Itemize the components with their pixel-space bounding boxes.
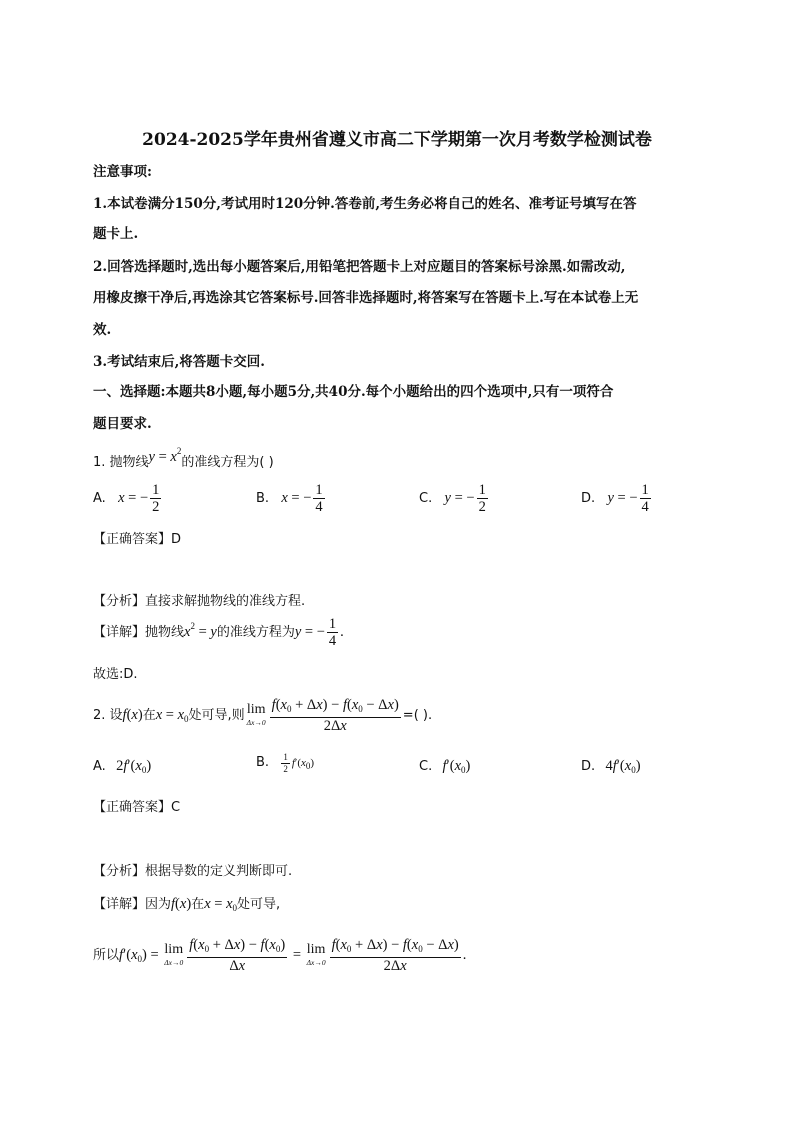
q1-prefix: 1. 抛物线 (93, 455, 149, 470)
q2-derivation: 所以$f'(x_0)$ = lim Δx→0 $\frac{f(x_0 + \Delta x) - f(x_0)}{\Delta x}$ = lim Δx→0 $\frac{f(x_0 + \Delta x) - f(x_0 - \Delta x)}{2\Delta x}$ . (93, 937, 467, 974)
q1-option-d: D. y = − $\frac{1}{4}$ (581, 482, 649, 515)
q2-so-prefix: 所以 (93, 947, 120, 963)
q1-option-b: B. x = − $\frac{1}{4}$ (256, 482, 323, 515)
notice-2-line2: 用橡皮擦干净后,再选涂其它答案标号.回答非选择题时,将答案写在答题卡上.写在本试卷上无 (93, 290, 639, 306)
q2-mid2: 处可导,则 (188, 707, 245, 723)
q1-detail: 【详解】抛物线$x^2 = y$的准线方程为y = − $\frac{1}{4}$ . (93, 616, 344, 649)
q1-suffix: 的准线方程为( ) (181, 455, 274, 470)
q2-option-a-label: A. (93, 759, 106, 774)
q2-detail-prefix: 【详解】因为 (93, 897, 172, 912)
q2-detail-mid1: 在 (191, 897, 205, 912)
q2-option-d-label: D. (581, 759, 596, 774)
q1-detail-prefix: 【详解】抛物线 (93, 624, 185, 640)
q2-option-a: A. $2f'(x_0)$ (93, 758, 152, 775)
notice-2-line3: 效. (93, 322, 112, 338)
notice-1-line1: 1.本试卷满分150分,考试用时120分钟.答卷前,考生务必将自己的姓名、准考证号填写在答 (93, 196, 637, 212)
q2-detail-mid2: 处可导, (237, 897, 281, 912)
q1-detail-mid: 的准线方程为 (216, 624, 295, 640)
q2-option-b: B. $\frac{1}{2}$ $f'(x_0)$ (256, 752, 315, 774)
q1-answer: 【正确答案】D (93, 532, 182, 547)
q1-option-c-label: C. (419, 490, 433, 506)
q2-option-c-label: C. (419, 759, 433, 774)
q1-option-b-label: B. (256, 490, 270, 506)
q1-option-c: C. y = − $\frac{1}{2}$ (419, 482, 486, 515)
q1-conclusion: 故选:D. (93, 667, 138, 682)
section1-heading-line2: 题目要求. (93, 416, 152, 432)
notice-2-line1: 2.回答选择题时,选出每小题答案后,用铅笔把答题卡上对应题目的答案标号涂黑.如需改动, (93, 259, 626, 275)
q2-detail: 【详解】因为f(x)在$x = x_0$处可导, (93, 896, 281, 913)
q2-mid1: 在 (142, 707, 156, 723)
q1-analysis: 【分析】直接求解抛物线的准线方程. (93, 594, 306, 609)
q2-option-b-label: B. (256, 755, 270, 771)
q2-suffix: =( ). (402, 707, 433, 723)
q2-prefix: 2. 设 (93, 707, 123, 723)
q1-option-a: A. x = − $\frac{1}{2}$ (93, 482, 160, 515)
question-1 (93, 446, 274, 470)
question-2: 2. 设f(x)在$x = x_0$处可导,则 lim Δx→0 $\frac{f(x_0 + \Delta x) - f(x_0 - \Delta x)}{2\Delta x}$ =( ). (93, 697, 433, 734)
q1-option-d-label: D. (581, 490, 596, 506)
q2-analysis: 【分析】根据导数的定义判断即可. (93, 864, 293, 879)
q2-option-c: C. $f'(x_0)$ (419, 758, 471, 775)
section1-heading-line1: 一、选择题:本题共8小题,每小题5分,共40分.每个小题给出的四个选项中,只有一项符合 (93, 384, 614, 400)
q2-answer: 【正确答案】C (93, 800, 181, 815)
notice-1-line2: 题卡上. (93, 226, 139, 242)
q1-option-a-label: A. (93, 490, 106, 506)
notice-heading: 注意事项: (93, 164, 152, 180)
notice-3: 3.考试结束后,将答题卡交回. (93, 354, 265, 370)
q1-equation: $y = x^2$ (148, 446, 182, 465)
q2-option-d: D. $4f'(x_0)$ (581, 758, 641, 775)
page-title: 2024-2025学年贵州省遵义市高二下学期第一次月考数学检测试卷 (142, 130, 652, 150)
